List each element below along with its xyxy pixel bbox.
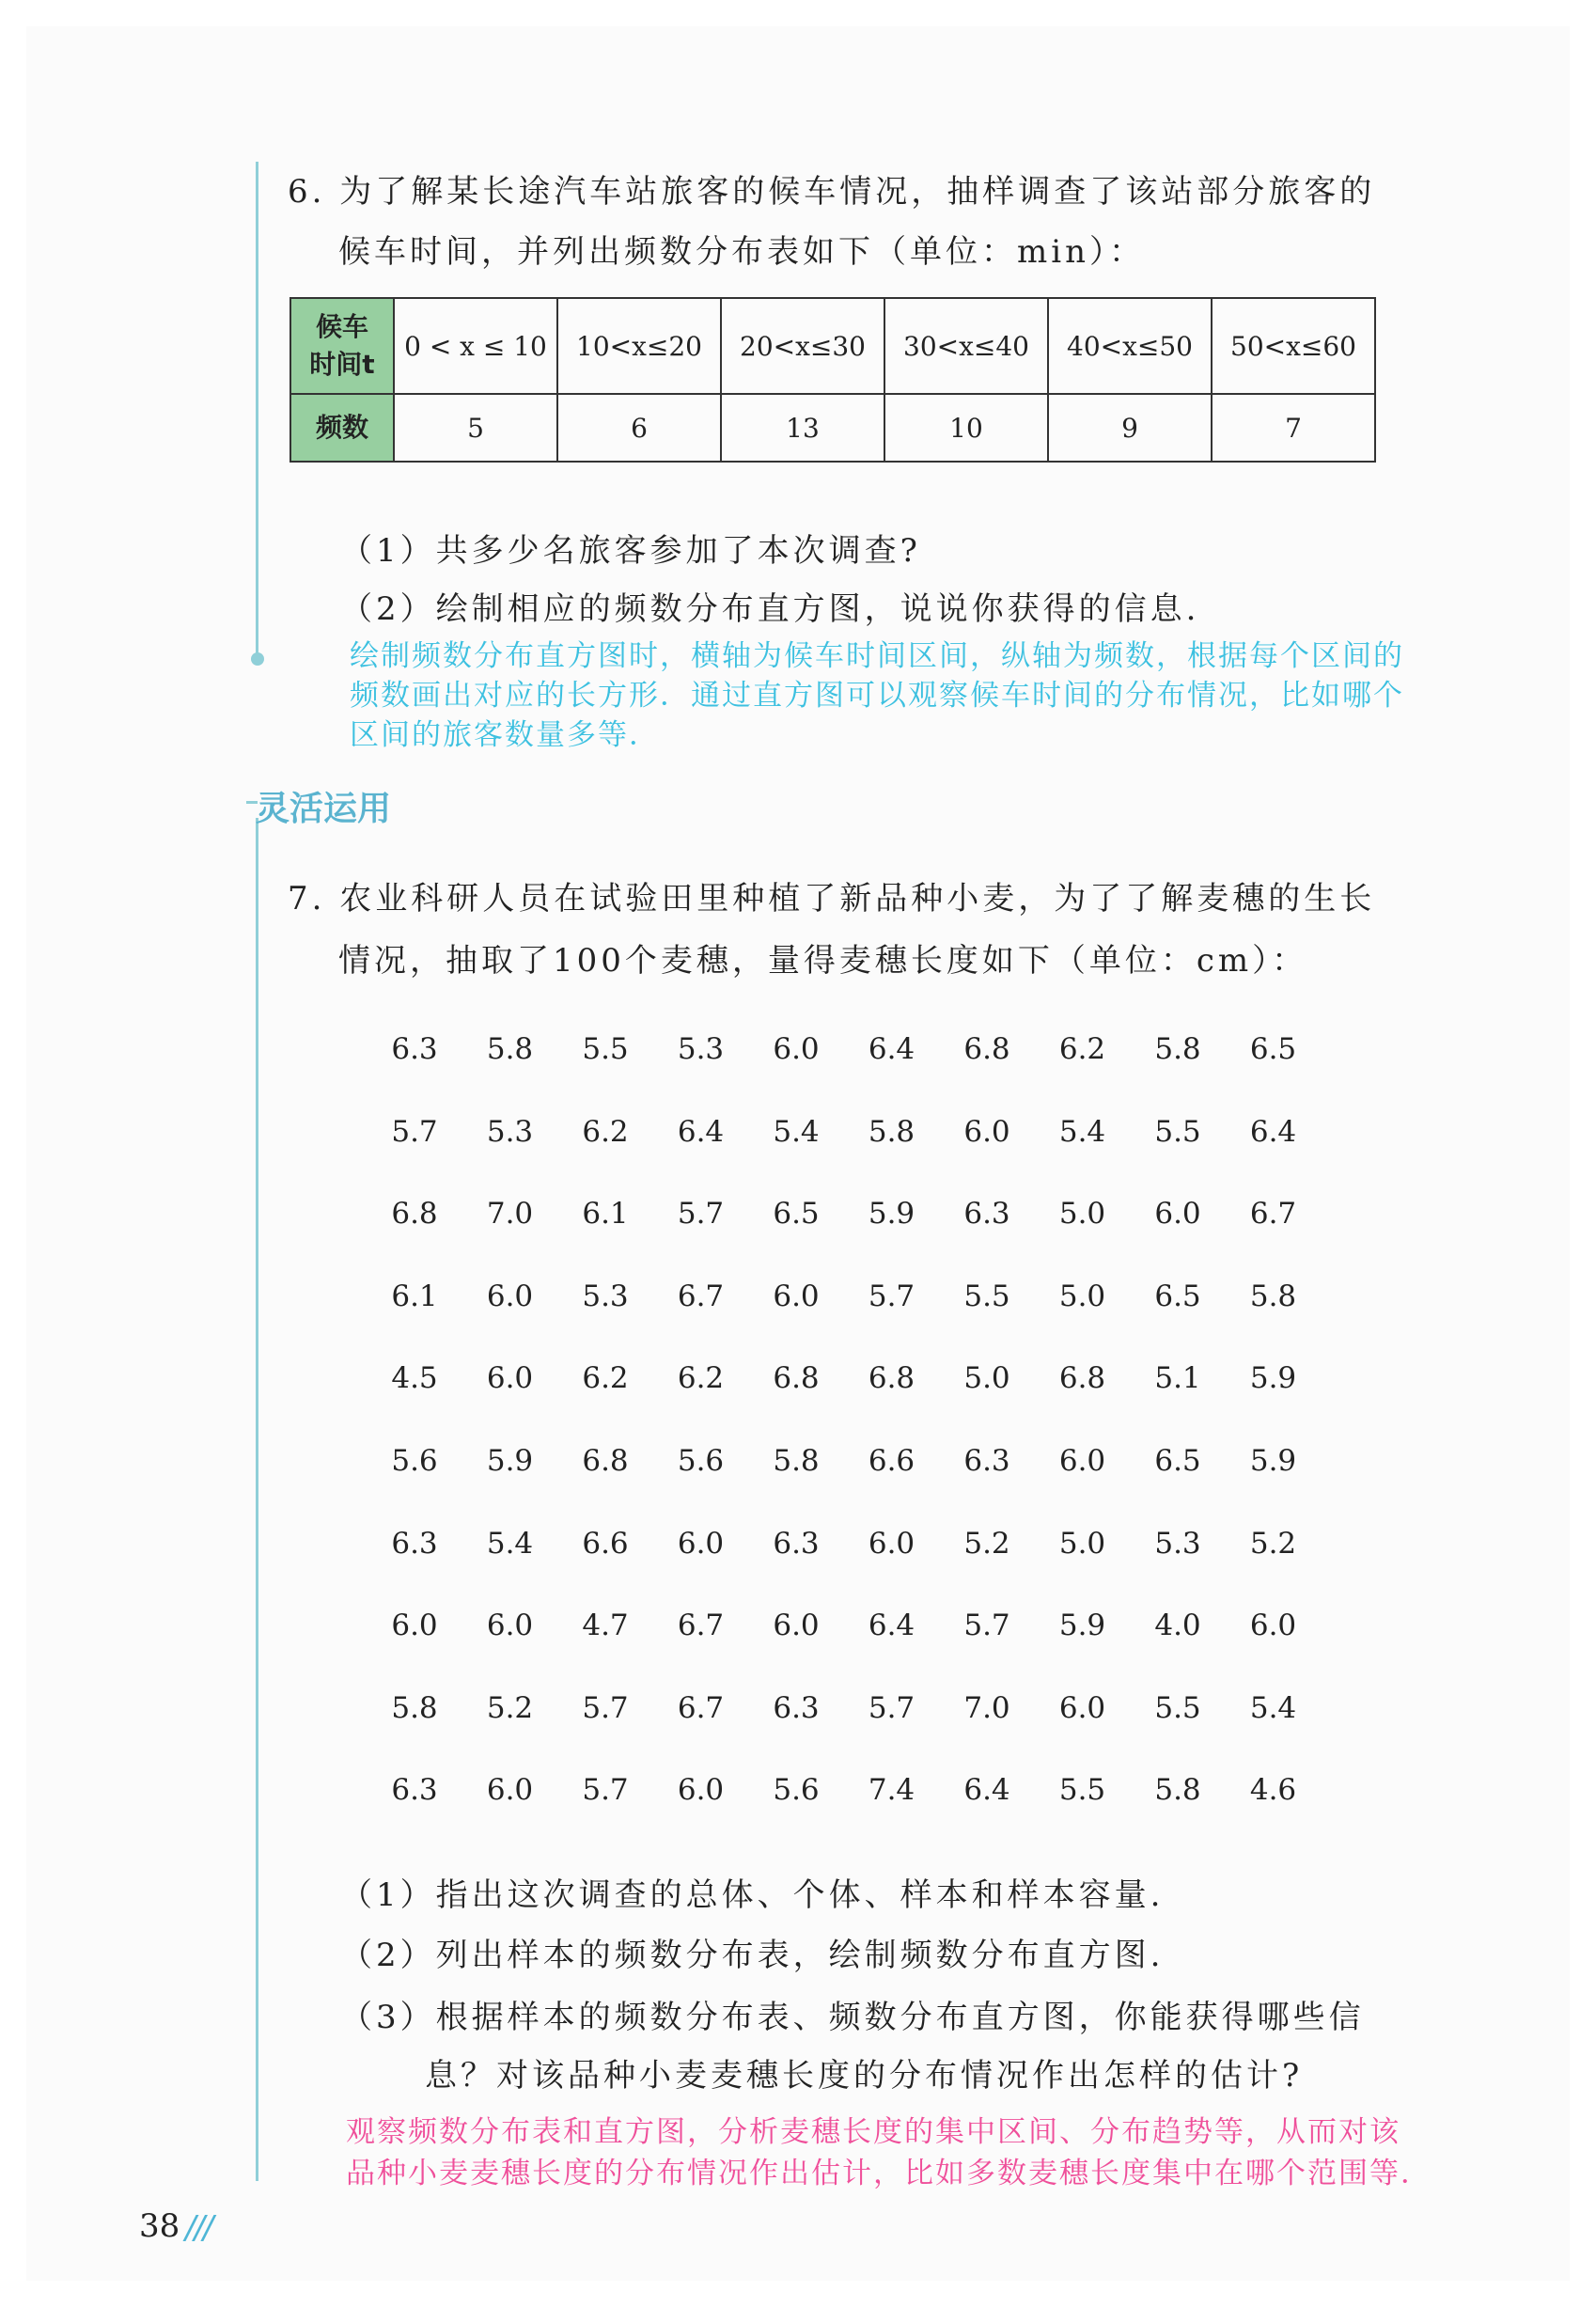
data-value-cell: 6.0	[868, 1526, 915, 1561]
data-value-cell: 5.3	[582, 1279, 629, 1313]
problem6-line2: 候车时间，并列出频数分布表如下（单位：min）：	[338, 233, 1146, 271]
data-value-cell: 5.8	[1154, 1032, 1201, 1066]
data-value-cell: 4.0	[1154, 1609, 1201, 1643]
frequency-table	[289, 297, 1376, 463]
table-frequency-cell: 10	[884, 394, 1048, 462]
data-value-cell: 6.5	[1249, 1032, 1297, 1066]
problem7-line2: 情况，抽取了100个麦穗，量得麦穗长度如下（单位：cm）：	[338, 942, 1308, 980]
data-value-cell: 5.9	[486, 1443, 534, 1478]
data-value-cell: 6.8	[1058, 1361, 1106, 1396]
data-value-cell: 6.0	[773, 1279, 820, 1313]
data-value-cell: 6.7	[1249, 1197, 1297, 1232]
data-value-cell: 6.3	[963, 1197, 1010, 1232]
table-frequency-cell: 9	[1048, 394, 1212, 462]
table-interval-cell: 10<x≤20	[557, 298, 721, 394]
data-value-cell: 6.4	[868, 1032, 915, 1066]
data-value-cell: 6.7	[677, 1690, 725, 1725]
problem6-question2: （2）绘制相应的频数分布直方图，说说你获得的信息.	[340, 590, 1200, 628]
data-value-cell: 5.3	[677, 1032, 725, 1066]
data-value-cell: 6.0	[773, 1032, 820, 1066]
problem6-answer-line3: 区间的旅客数量多等．	[350, 718, 660, 752]
problem7-question2: （2）列出样本的频数分布表，绘制频数分布直方图.	[340, 1937, 1165, 1974]
data-value-cell: 6.6	[868, 1443, 915, 1478]
data-value-cell: 6.4	[963, 1773, 1010, 1808]
data-value-cell: 6.0	[773, 1609, 820, 1643]
data-value-cell: 6.0	[677, 1526, 725, 1561]
data-value-cell: 5.0	[1058, 1197, 1106, 1232]
data-value-cell: 6.5	[1154, 1279, 1201, 1313]
page-decor-slashes: ///	[185, 2209, 212, 2247]
data-value-cell: 5.6	[391, 1443, 438, 1478]
margin-line-upper	[256, 162, 258, 658]
problem6-answer-line2: 频数画出对应的长方形．通过直方图可以观察候车时间的分布情况，比如哪个	[350, 679, 1404, 713]
data-value-cell: 6.6	[582, 1526, 629, 1561]
data-value-cell: 5.7	[582, 1773, 629, 1808]
problem6-answer-line1: 绘制频数分布直方图时，横轴为候车时间区间，纵轴为频数，根据每个区间的	[350, 639, 1404, 673]
data-value-cell: 6.4	[677, 1114, 725, 1149]
data-value-cell: 5.8	[1249, 1279, 1297, 1313]
data-value-cell: 5.6	[773, 1773, 820, 1808]
data-value-cell: 6.8	[582, 1443, 629, 1478]
data-value-cell: 6.0	[486, 1773, 534, 1808]
data-value-cell: 6.3	[773, 1690, 820, 1725]
data-value-cell: 5.0	[963, 1361, 1010, 1396]
data-value-cell: 6.8	[773, 1361, 820, 1396]
data-value-cell: 6.0	[486, 1279, 534, 1313]
problem7-question1: （1）指出这次调查的总体、个体、样本和样本容量.	[340, 1876, 1165, 1914]
wheat-length-data-grid	[376, 1032, 1330, 1856]
data-value-cell: 5.2	[963, 1526, 1010, 1561]
data-value-cell: 6.0	[1058, 1443, 1106, 1478]
data-value-cell: 6.0	[391, 1609, 438, 1643]
data-value-cell: 5.6	[677, 1443, 725, 1478]
data-value-cell: 6.3	[391, 1773, 438, 1808]
data-value-cell: 6.7	[677, 1609, 725, 1643]
page-number: 38	[139, 2207, 180, 2245]
data-value-cell: 6.0	[1154, 1197, 1201, 1232]
data-value-cell: 7.0	[486, 1197, 534, 1232]
data-value-cell: 5.7	[963, 1609, 1010, 1643]
problem6-line1: 6. 为了解某长途汽车站旅客的候车情况，抽样调查了该站部分旅客的	[288, 173, 1376, 211]
data-value-cell: 7.0	[963, 1690, 1010, 1725]
problem6-question1: （1）共多少名旅客参加了本次调查?	[340, 532, 921, 570]
data-value-cell: 6.5	[1154, 1443, 1201, 1478]
data-value-cell: 5.5	[963, 1279, 1010, 1313]
data-value-cell: 5.5	[1058, 1773, 1106, 1808]
table-header-time	[290, 298, 394, 394]
data-value-cell: 5.7	[868, 1279, 915, 1313]
data-value-cell: 6.0	[1058, 1690, 1106, 1725]
data-value-cell: 6.2	[677, 1361, 725, 1396]
data-value-cell: 5.7	[868, 1690, 915, 1725]
data-value-cell: 5.5	[1154, 1690, 1201, 1725]
data-value-cell: 6.0	[963, 1114, 1010, 1149]
data-value-cell: 5.5	[1154, 1114, 1201, 1149]
data-value-cell: 5.8	[486, 1032, 534, 1066]
table-interval-cell: 50<x≤60	[1212, 298, 1375, 394]
data-value-cell: 6.2	[582, 1361, 629, 1396]
data-value-cell: 5.2	[1249, 1526, 1297, 1561]
data-value-cell: 6.3	[773, 1526, 820, 1561]
data-value-cell: 5.1	[1154, 1361, 1201, 1396]
data-value-cell: 6.4	[868, 1609, 915, 1643]
data-value-cell: 4.5	[391, 1361, 438, 1396]
data-value-cell: 6.3	[963, 1443, 1010, 1478]
table-frequency-cell: 13	[721, 394, 884, 462]
data-value-cell: 6.0	[486, 1609, 534, 1643]
data-value-cell: 5.4	[486, 1526, 534, 1561]
data-value-cell: 5.4	[1058, 1114, 1106, 1149]
table-interval-cell: 30<x≤40	[884, 298, 1048, 394]
data-value-cell: 5.8	[773, 1443, 820, 1478]
problem7-answer-line1: 观察频数分布表和直方图，分析麦穗长度的集中区间、分布趋势等，从而对该	[346, 2115, 1400, 2149]
data-value-cell: 5.7	[391, 1114, 438, 1149]
data-value-cell: 6.8	[391, 1197, 438, 1232]
data-value-cell: 6.8	[963, 1032, 1010, 1066]
problem7-answer-line2: 品种小麦麦穗长度的分布情况作出估计，比如多数麦穗长度集中在哪个范围等．	[346, 2157, 1432, 2190]
margin-dot	[251, 652, 264, 666]
data-value-cell: 7.4	[868, 1773, 915, 1808]
data-value-cell: 5.8	[868, 1114, 915, 1149]
data-value-cell: 6.2	[1058, 1032, 1106, 1066]
table-interval-cell: 20<x≤30	[721, 298, 884, 394]
data-value-cell: 4.6	[1249, 1773, 1297, 1808]
data-value-cell: 5.9	[1249, 1361, 1297, 1396]
data-value-cell: 5.9	[1249, 1443, 1297, 1478]
data-value-cell: 5.9	[1058, 1609, 1106, 1643]
data-value-cell: 5.8	[391, 1690, 438, 1725]
table-header-frequency: 频数	[290, 394, 394, 462]
data-value-cell: 5.0	[1058, 1279, 1106, 1313]
data-value-cell: 6.2	[582, 1114, 629, 1149]
table-interval-cell: 40<x≤50	[1048, 298, 1212, 394]
data-value-cell: 5.9	[868, 1197, 915, 1232]
data-value-cell: 6.4	[1249, 1114, 1297, 1149]
data-value-cell: 6.3	[391, 1526, 438, 1561]
data-value-cell: 6.1	[582, 1197, 629, 1232]
section-title: 灵活运用	[256, 790, 392, 828]
data-value-cell: 6.8	[868, 1361, 915, 1396]
margin-line-lower	[256, 818, 258, 2181]
data-value-cell: 5.2	[486, 1690, 534, 1725]
table-frequency-cell: 7	[1212, 394, 1375, 462]
data-value-cell: 6.0	[1249, 1609, 1297, 1643]
problem7-line1: 7. 农业科研人员在试验田里种植了新品种小麦，为了了解麦穗的生长	[288, 880, 1376, 918]
data-value-cell: 6.5	[773, 1197, 820, 1232]
table-frequency-cell: 5	[394, 394, 557, 462]
table-header-time-line1: 候车	[315, 311, 368, 342]
table-interval-cell: 0 < x ≤ 10	[394, 298, 557, 394]
data-value-cell: 5.7	[677, 1197, 725, 1232]
data-value-cell: 6.0	[677, 1773, 725, 1808]
table-header-time-line2: 时间t	[309, 349, 375, 380]
data-value-cell: 5.7	[582, 1690, 629, 1725]
data-value-cell: 5.3	[1154, 1526, 1201, 1561]
data-value-cell: 5.4	[773, 1114, 820, 1149]
data-value-cell: 5.5	[582, 1032, 629, 1066]
table-frequency-cell: 6	[557, 394, 721, 462]
data-value-cell: 5.3	[486, 1114, 534, 1149]
data-value-cell: 6.0	[486, 1361, 534, 1396]
data-value-cell: 5.4	[1249, 1690, 1297, 1725]
data-value-cell: 6.1	[391, 1279, 438, 1313]
data-value-cell: 6.7	[677, 1279, 725, 1313]
problem7-question3-line1: （3）根据样本的频数分布表、频数分布直方图，你能获得哪些信	[340, 1999, 1365, 2036]
data-value-cell: 5.0	[1058, 1526, 1106, 1561]
data-value-cell: 6.3	[391, 1032, 438, 1066]
problem7-question3-line2: 息？对该品种小麦麦穗长度的分布情况作出怎样的估计?	[425, 2057, 1304, 2095]
data-value-cell: 4.7	[582, 1609, 629, 1643]
data-value-cell: 5.8	[1154, 1773, 1201, 1808]
